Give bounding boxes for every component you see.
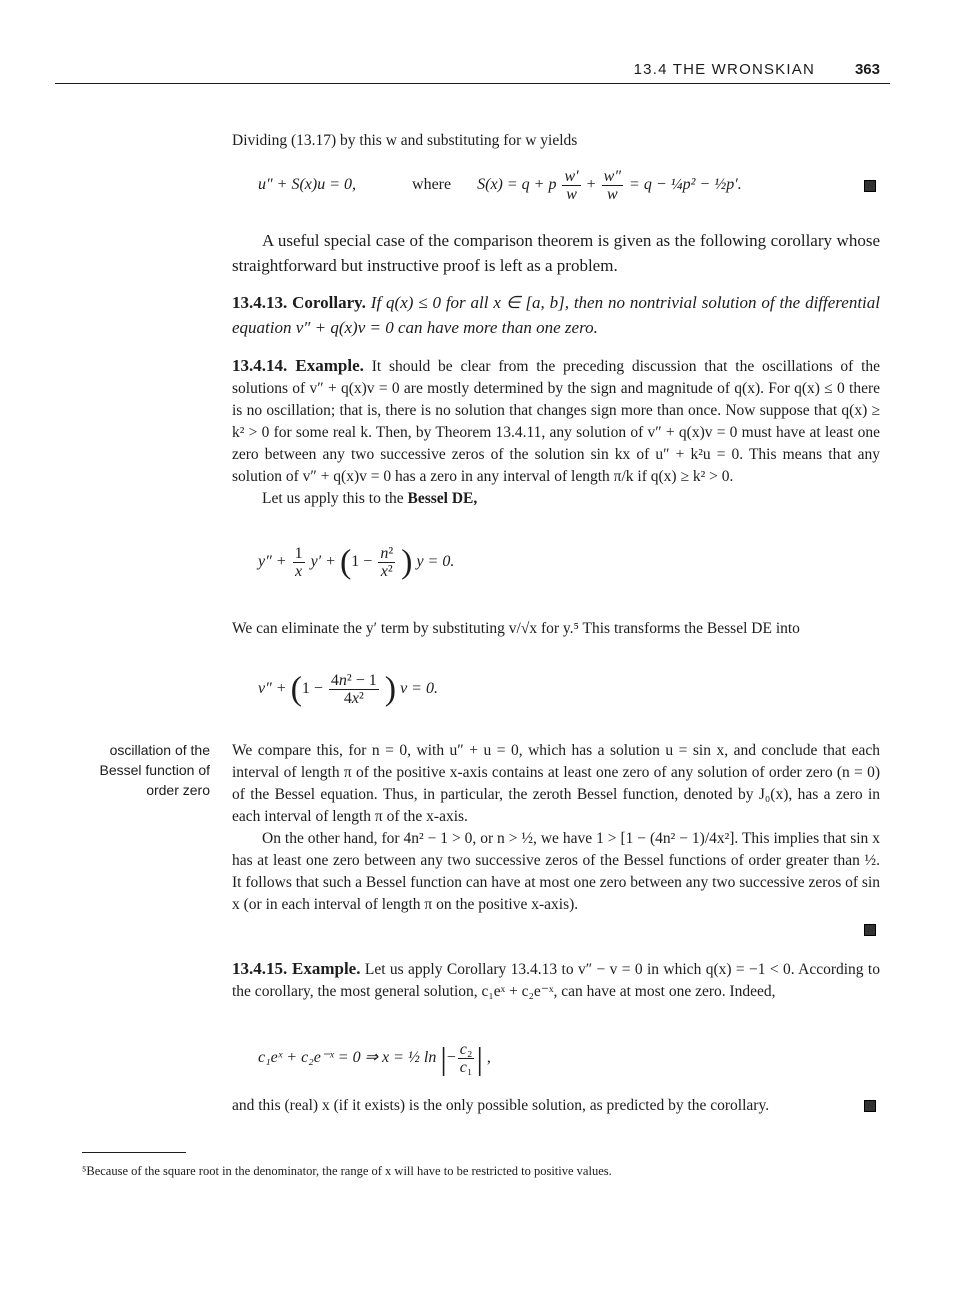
corollary-heading: 13.4.13. Corollary.	[232, 293, 366, 312]
exp-eq-end: ,	[486, 1049, 491, 1067]
exp-eq-start: c₁eˣ + c₂e⁻ˣ = 0 ⇒ x = ½ ln	[258, 1049, 437, 1067]
fraction-c2-over-c1: $\frac{\text{c₂}}{\text{c₁}}$	[459, 1041, 473, 1076]
margin-note-line-1: oscillation of the	[109, 742, 210, 758]
qed-square-icon	[864, 1100, 876, 1112]
example-15-text: Let us apply Corollary 13.4.13 to v″ − v = 0 in which q(x) = −1 < 0. According to the corollary, the most general solution, c₁eˣ + c₂e⁻ˣ, can have at most one zero. Indeed,	[232, 961, 880, 1000]
footnote: ⁵Because of the square root in the denominator, the range of x will have to be restricted to positive values.	[82, 1164, 612, 1178]
eq1-rhs-end: = q − ¼p² − ½p′.	[629, 176, 742, 194]
footnote-rule	[82, 1152, 186, 1153]
fraction-w-double-prime-over-w: $\frac{w''}{w}$	[603, 168, 622, 203]
margin-note-line-2: Bessel function of	[99, 762, 210, 778]
transformed-eq-end: v = 0.	[400, 680, 438, 698]
other-hand-paragraph: On the other hand, for 4n² − 1 > 0, or n > ½, we have 1 > [1 − (4n² − 1)/4x²]. This implies that sin x has at least one zero between any two successive zeros of the Bessel functions of order greater than ½. It follows that such a Bessel function can have at most one zero between any two successive zeros of sin x (or in each interval of length π on the positive x-axis).	[232, 830, 880, 913]
margin-note	[70, 740, 210, 800]
bessel-eq-start: y″ +	[258, 553, 291, 571]
fraction-4n2-minus-1-over-4x2: $\frac{\text{4n² − 1}}{\text{4x²}}$	[330, 672, 377, 707]
example-14-heading: 13.4.14. Example.	[232, 356, 364, 375]
eq1-where: where	[412, 176, 452, 194]
qed-square-icon	[864, 180, 876, 192]
compare-block	[232, 740, 880, 916]
compare-paragraph: We compare this, for n = 0, with u″ + u = 0, which has a solution u = sin x, and conclude that each interval of length π of the positive x-axis contains at least one zero of any solution of order zero (n = 0) of the Bessel equation. Thus, in particular, the zeroth Bessel function, denoted by J₀(x), has a zero in each interval of length π of the x-axis.	[232, 742, 880, 825]
example-15-conclusion	[232, 1095, 880, 1117]
eliminate-block	[232, 618, 880, 640]
margin-note-line-3: order zero	[146, 782, 210, 798]
equation-exponential: c₁eˣ + c₂e⁻ˣ = 0 ⇒ x = ½ ln |− $\frac{\text{c₂}}{\text{c₁}}$ | ,	[258, 1040, 491, 1076]
example-14-block	[232, 355, 880, 510]
corollary-block	[232, 290, 880, 340]
useful-special-case	[232, 228, 880, 278]
equation-bessel: y″ + $\frac{1}{x}$ y′ + (1 − $\frac{\text{n²}}{\text{x²}}$ ) y = 0.	[258, 543, 455, 581]
bessel-eq-mid: y′ +	[310, 553, 340, 571]
qed-square-icon	[864, 924, 876, 936]
transformed-eq-start: v″ +	[258, 680, 291, 698]
fraction-n2-over-x2: $\frac{\text{n²}}{\text{x²}}$	[380, 545, 394, 580]
example-14-text: It should be clear from the preceding discussion that the oscillations of the solutions of v″ + q(x)v = 0 are mostly determined by the sign and magnitude of q(x). For q(x) ≤ 0 there is no oscillation; that is, there is no solution that changes sign more than once. Now suppose that q(x) ≥ k² > 0 for some real k. Then, by Theorem 13.4.11, any solution of v″ + q(x)v = 0 must have at least one zero between any two successive zeros of the solution sin kx of u″ + k²u = 0. This means that any solution of v″ + q(x)v = 0 has a zero in any interval of length π/k if q(x) ≥ k² > 0.	[232, 358, 881, 485]
running-head: 13.4 THE WRONSKIAN	[633, 61, 815, 78]
intro-text	[232, 130, 880, 152]
equation-s-of-x: u″ + S(x)u = 0, where S(x) = q + p $\frac{w'}{w}$ + $\frac{w''}{w}$ = q − ¼p² − ½p′.	[258, 168, 742, 203]
bessel-eq-end: y = 0.	[416, 553, 455, 571]
page-header	[55, 61, 890, 84]
bessel-de-term: Bessel DE,	[407, 490, 478, 507]
fraction-w-prime-over-w: $\frac{w'}{w}$	[564, 168, 579, 203]
eq1-lhs: u″ + S(x)u = 0,	[258, 176, 357, 194]
example-15-heading: 13.4.15. Example.	[232, 959, 361, 978]
bessel-intro: Let us apply this to the	[262, 490, 404, 507]
page-number: 363	[854, 61, 880, 78]
intro-paragraph: Dividing (13.17) by this w and substituting for w yields	[232, 132, 578, 149]
conclusion-paragraph: and this (real) x (if it exists) is the only possible solution, as predicted by the corollary.	[232, 1097, 770, 1114]
fraction-one-over-x: $\frac{1}{x}$	[294, 545, 303, 580]
equation-transformed: v″ + (1 − $\frac{\text{4n² − 1}}{\text{4x²}}$ ) v = 0.	[258, 670, 438, 708]
corollary-text: If q(x) ≤ 0 for all x ∈ [a, b], then no nontrivial solution of the differential equation v″ + q(x)v = 0 can have more than one zero.	[232, 293, 880, 337]
useful-paragraph: A useful special case of the comparison theorem is given as the following corollary whose straightforward but instructive proof is left as a problem.	[232, 231, 880, 275]
eliminate-paragraph: We can eliminate the y′ term by substituting v/√x for y.⁵ This transforms the Bessel DE into	[232, 620, 800, 637]
example-15-block	[232, 958, 880, 1003]
eq1-rhs-start: S(x) = q + p	[477, 176, 557, 194]
